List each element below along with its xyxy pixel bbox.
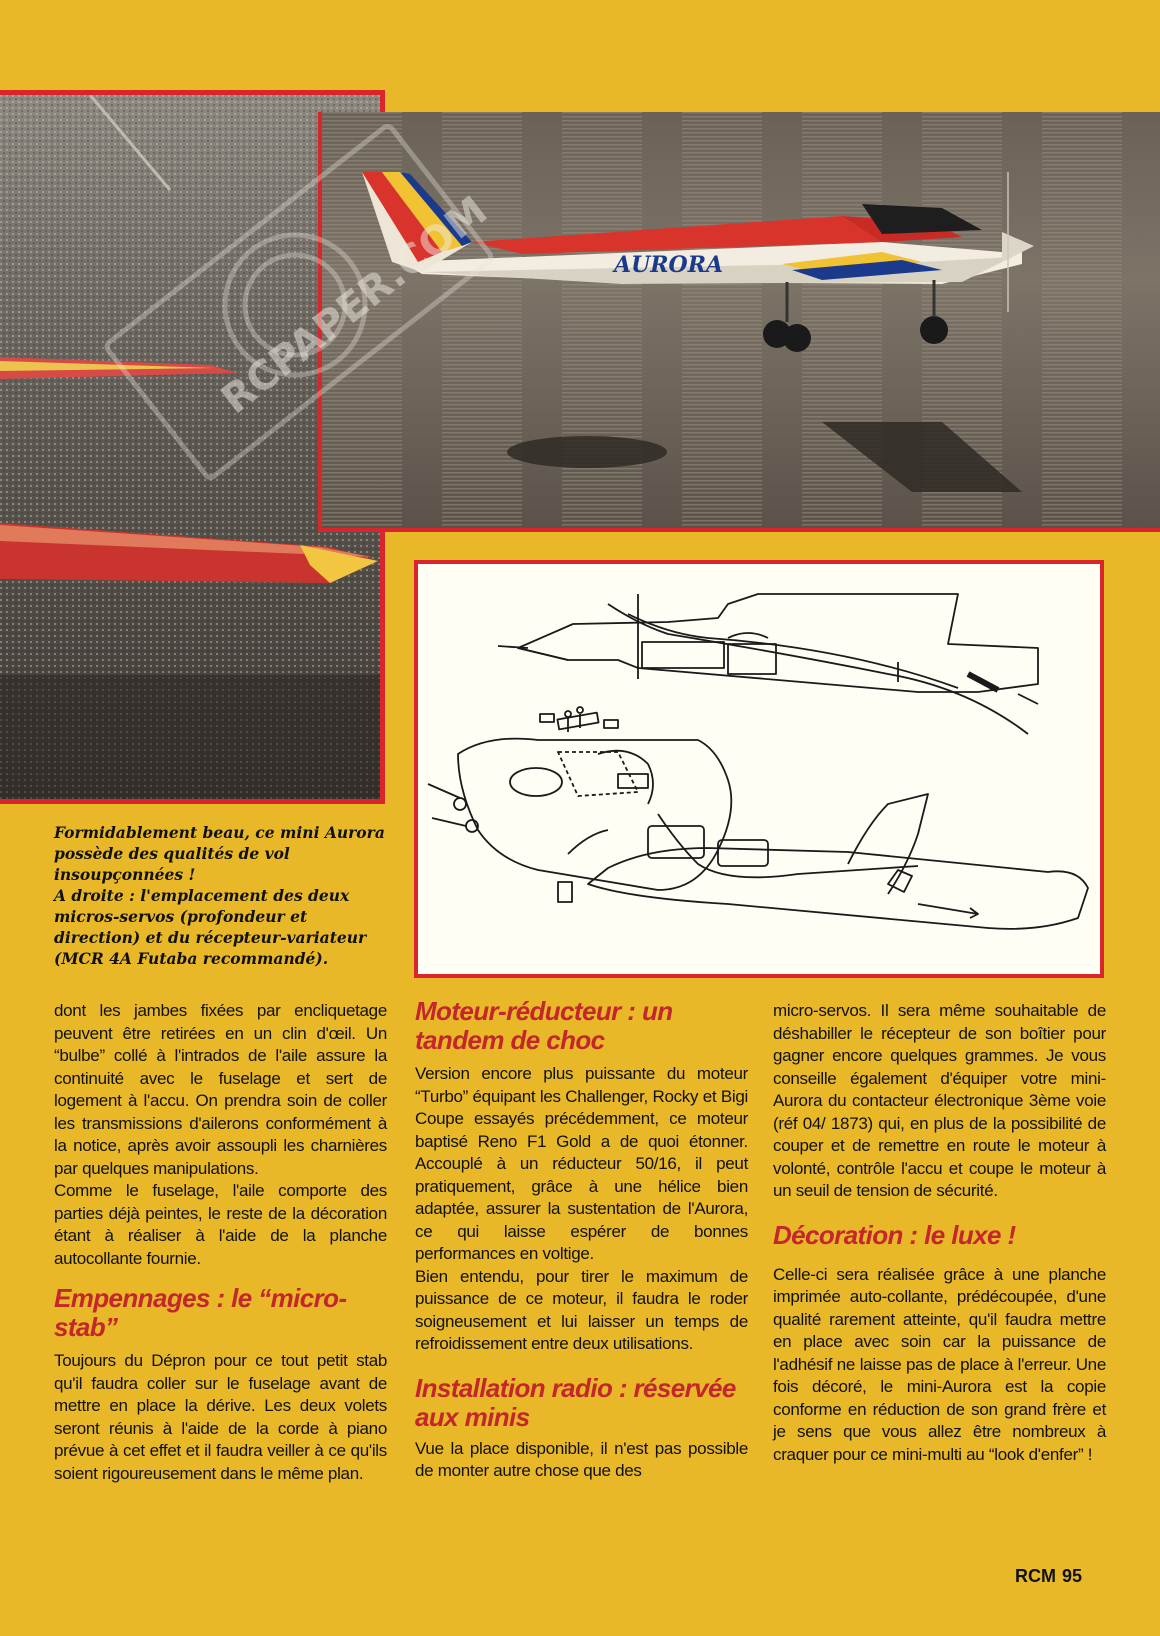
- page-footer: [1015, 1566, 1082, 1587]
- photo-caption: [54, 822, 394, 969]
- col3-paragraph-2: Celle-ci sera réalisée grâce à une planche imprimée auto-collante, prédécoupée, d'une qualité rarement atteinte, qu'il faudra mettre en place avec soin car la puissance de l'adhésif ne laisse pas de place à l'erreur. Une fois décoré, le mini-Aurora est la copie conforme en réduction de son grand frère et je sens que vous allez être nombreux à craquer pour ce mini-multi au “look d'enfer” !: [773, 1264, 1106, 1464]
- watermark-stamp: [60, 70, 530, 540]
- heading-decoration: Décoration : le luxe !: [773, 1219, 1016, 1250]
- heading-moteur-reducteur: Moteur-réducteur : un tandem de choc: [415, 996, 673, 1055]
- col2-paragraph-3: Vue la place disponible, il n'est pas possible de monter autre chose que des: [415, 1438, 748, 1480]
- col1-paragraph-1: dont les jambes fixées par encliquetage peuvent être retirées en un clin d'œil. Un “bulbe” collé à l'intrados de l'aile assure la continuité avec le fuselage et sert de logement à l'accu. On prendra soin de coller les transmissions d'ailerons conformément à la notice, après avoir assoupli les charnières par quelques manipulations.: [54, 1001, 387, 1178]
- col3-paragraph-1: micro-servos. Il sera même souhaitable de déshabiller le récepteur de son boîtier pour gagner encore quelques grammes. Je vous conseille également d'équiper votre mini-Aurora du contacteur électronique 3ème voie (réf 04/ 1873) qui, en plus de la possibilité de couper et de remettre en route le moteur à volonté, contrôle l'accu et coupe le moteur à un seuil de tension de sécurité.: [773, 1001, 1106, 1200]
- col1-paragraph-3: Toujours du Dépron pour ce tout petit stab qu'il faudra coller sur le fuselage avant de mettre en place la dérive. Les deux volets seront réunis à l'aide de la corde à piano prévue à cet effet et il faudra veiller à ce qu'ils soient rigoureusement dans le même plan.: [54, 1351, 387, 1483]
- caption-line-1: Formidablement beau, ce mini Aurora possède des qualités de vol insoupçonnées !: [54, 823, 385, 884]
- magazine-name: RCM: [1015, 1566, 1056, 1586]
- col1-paragraph-2: Comme le fuselage, l'aile comporte des parties déjà peintes, le reste de la décoration étant à réaliser à l'aide de la planche autocollante fournie.: [54, 1181, 387, 1268]
- text-column-2: [415, 997, 748, 1483]
- col2-paragraph-1: Version encore plus puissante du moteur “Turbo” équipant les Challenger, Rocky et Bigi Coupe essayés précédemment, ce moteur baptisé Reno F1 Gold a de quoi étonner. Accouplé à un réducteur 50/16, il peut pratiquement, grâce à une hélice bien adaptée, assurer la sustentation de l'Aurora, ce qui laisse espérer de bonnes performances en voltige.: [415, 1064, 748, 1263]
- caption-line-2: A droite : l'emplacement des deux micros-servos (profondeur et direction) et du récepteur-variateur (MCR 4A Futaba recommandé).: [54, 886, 367, 968]
- watermark-text: RCPAPER.COM: [212, 187, 497, 424]
- text-column-3: [773, 1000, 1106, 1466]
- radio-installation-diagram: [414, 560, 1104, 978]
- watermark-stamp-logo: [60, 70, 530, 540]
- heading-empennages: Empennages : le “micro-stab”: [54, 1283, 347, 1342]
- col2-paragraph-2: Bien entendu, pour tirer le maximum de puissance de ce moteur, il faudra le roder soigneusement et lui laisser un temps de refroidissement entre deux utilisations.: [415, 1266, 748, 1353]
- diagram-drawing: [418, 564, 1100, 974]
- aircraft-marking: AURORA: [614, 252, 724, 278]
- heading-installation-radio: Installation radio : réservée aux minis: [415, 1372, 736, 1432]
- page-number: 95: [1062, 1566, 1083, 1586]
- text-column-1: [54, 1000, 387, 1485]
